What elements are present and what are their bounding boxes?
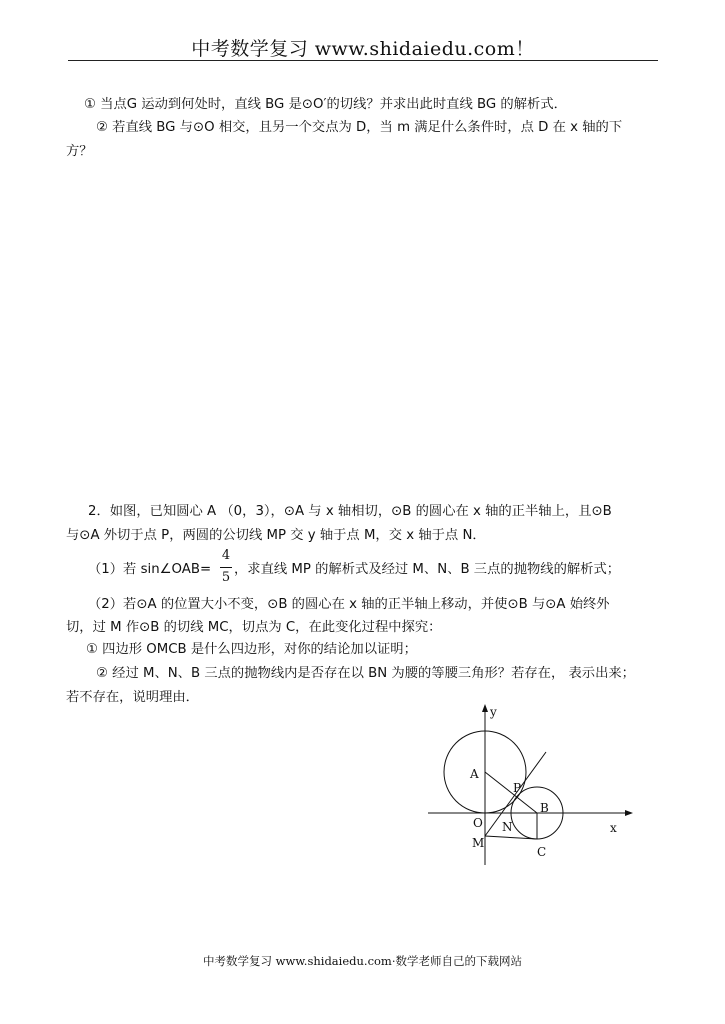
problem2-sub2-question1: ① 四边形 OMCB 是什么四边形，对你的结论加以证明； [86,642,417,657]
label-b: B [540,801,549,815]
y-axis-arrow-icon [482,704,488,712]
label-y: y [490,705,497,719]
part1-question-2-line1: ② 若直线 BG 与⊙O 相交，且另一个交点为 D，当 m 满足什么条件时，点 D 在 x 轴的下 [96,120,623,135]
fraction-denominator: 5 [221,570,231,585]
part1-question-1: ① 当点G 运动到何处时，直线 BG 是⊙O′的切线？并求出此时直线 BG 的解析式． [84,97,567,112]
label-c: C [537,845,547,859]
fraction-bar [220,567,232,568]
fraction-numerator: 4 [221,548,231,563]
problem2-sub2-line2: 切，过 M 作⊙B 的切线 MC，切点为 C，在此变化过程中探究： [66,620,442,635]
label-a: A [470,767,479,781]
problem2-line2: 与⊙A 外切于点 P，两圆的公切线 MP 交 y 轴于点 M，交 x 轴于点 N． [66,528,486,543]
problem2-sub1-suffix: ，求直线 MP 的解析式及经过 M、N、B 三点的抛物线的解析式； [234,562,621,577]
label-x: x [610,821,617,835]
header-divider [68,60,658,61]
geometry-figure [420,700,640,870]
label-m: M [472,836,485,850]
segment-ab [485,772,537,813]
x-axis-arrow-icon [625,810,633,816]
page-footer: 中考数学复习 www.shidaiedu.com·数学老师自己的下载网站 [202,954,522,968]
label-p: P [513,781,522,795]
part1-question-2-line2: 方？ [66,144,93,159]
problem2-sub2-question2-line1: ② 经过 M、N、B 三点的抛物线内是否存在以 BN 为腰的等腰三角形？若存在， 表示出来； [96,666,635,681]
problem2-line1: 2．如图，已知圆心 A （0，3），⊙A 与 x 轴相切，⊙B 的圆心在 x 轴的正半轴上，且⊙B [88,504,612,519]
page-header-title: 中考数学复习 www.shidaiedu.com！ [191,38,535,60]
problem2-sub2-question2-line2: 若不存在，说明理由． [66,690,199,705]
label-o: O [473,816,483,830]
problem2-sub1-prefix: （1）若 sin∠OAB= [88,562,212,577]
problem2-sub2-line1: （2）若⊙A 的位置大小不变，⊙B 的圆心在 x 轴的正半轴上移动，并使⊙B 与⊙A 始终外 [88,597,610,612]
label-n: N [502,820,513,834]
